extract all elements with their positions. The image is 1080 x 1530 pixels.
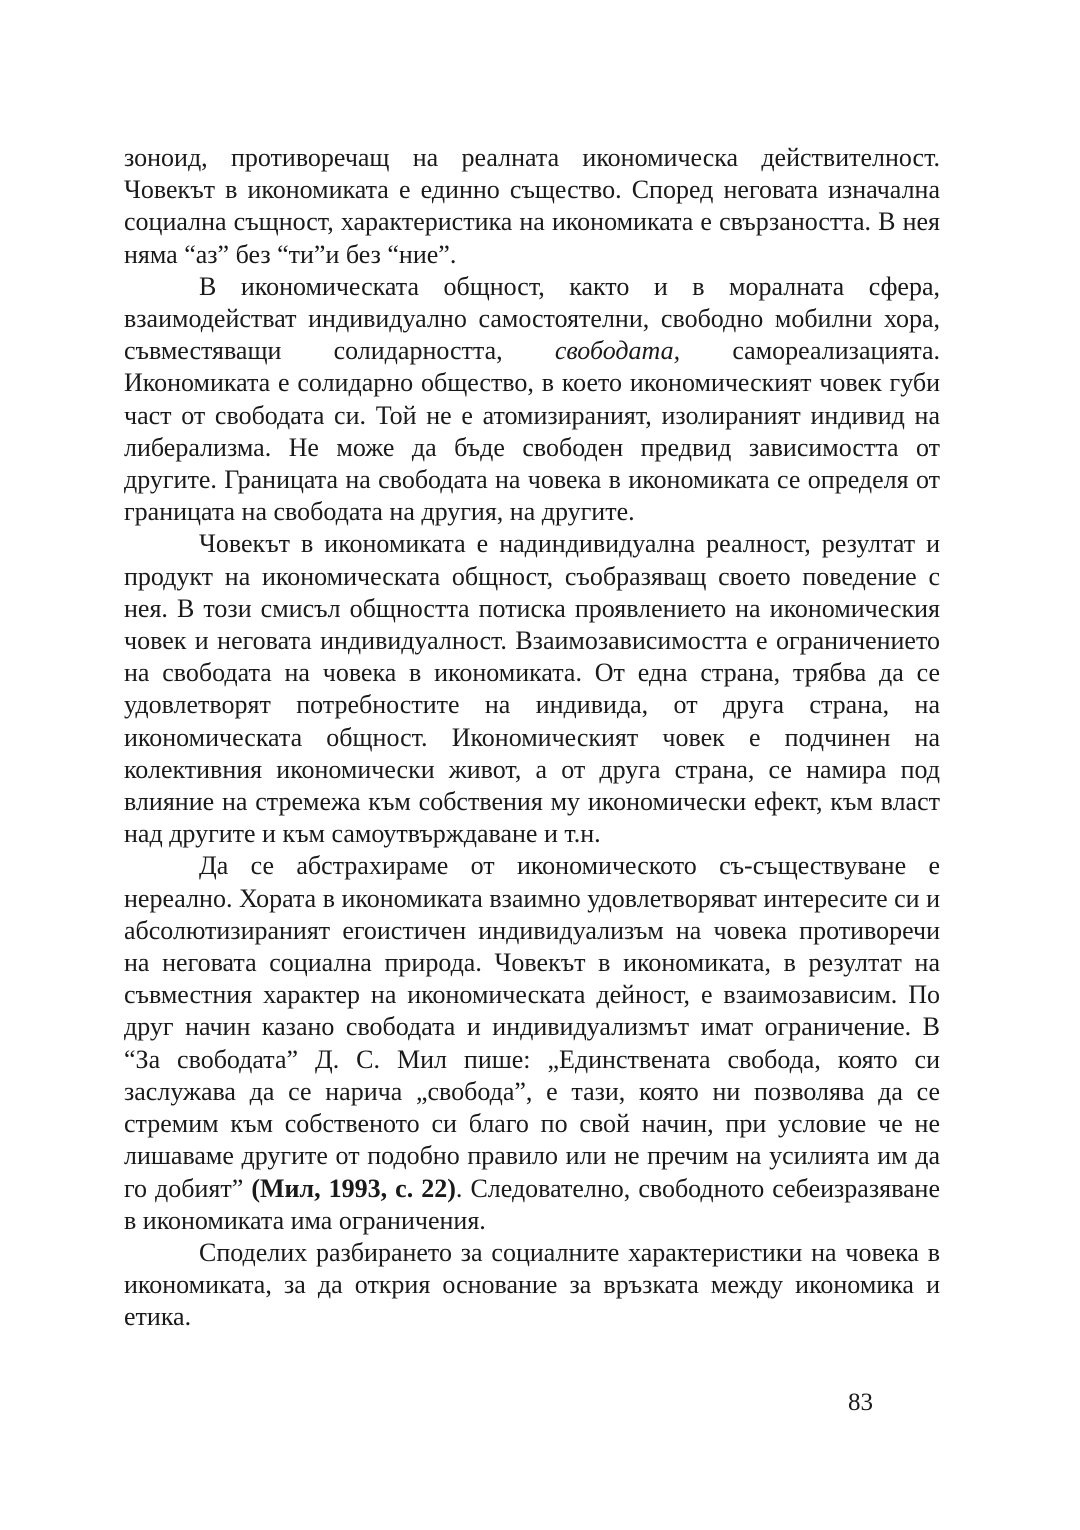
paragraph-4: [124, 850, 940, 1236]
paragraph-4-text-b: . Следователно, свободното себеизразяване в икономиката има ограничения.: [124, 1173, 940, 1235]
page-number: 83: [848, 1389, 873, 1416]
paragraph-4-text-a: Да се абстрахираме от икономическото съ-съществуване е нереално. Хората в икономиката взаимно удовлетворяват интересите си и абсолютизираният егоистичен индивидуализъм на човека противоречи на неговата социална природа. Човекът в икономиката, в резултат на съвместния характер на икономическата дейност, е взаимозависим. По друг начин казано свободата и индивидуализмът имат ограничение. В “За свободата” Д. С. Мил пише: „Единствената свобода, която си заслужава да се нарича „свобода”, е тази, която ни позволява да се стремим към собственото си благо по свой начин, при условие че не лишаваме другите от подобно правило или не пречим на усилията им да го добият”: [124, 851, 940, 1203]
paragraph-2: [124, 271, 940, 529]
paragraph-3-text: Човекът в икономиката е надиндивидуална реалност, резултат и продукт на икономическата общност, съобразяващ своето поведение с нея. В този смисъл общността потиска проявлението на икономическия човек и неговата индивидуалност. Взаимозависимостта е ограничението на свободата на човека в икономиката. От една страна, трябва да се удовлетворят потребностите на индивида, от друга страна, на икономическата общност. Икономическият човек е подчинен на колективния икономически живот, а от друга страна, се намира под влияние на стремежа към собствения му икономически ефект, към власт над другите и към самоутвърждаване и т.н.: [124, 529, 940, 849]
paragraph-5-text: Споделих разбирането за социалните характеристики на човека в икономиката, за да открия основание за връзката между икономика и етика.: [124, 1237, 940, 1332]
paragraph-2-text-a: В икономическата общност, както и в моралната сфера, взаимодействат индивидуално самостоятелни, свободно мобилни хора, съвместяващи солидарността,: [124, 271, 940, 366]
paragraph-2-text-b: самореализацията. Икономиката е солидарно общество, в което икономическият човек губи част от свободата си. Той не е атомизираният, изолираният индивид на либерализма. Не може да бъде свободен предвид зависимостта от другите. Границата на свободата на човека в икономиката се определя от границата на свободата на другия, на другите.: [124, 336, 940, 527]
paragraph-3: [124, 528, 940, 850]
paragraph-1: [124, 142, 940, 271]
paragraph-1-text: зоноид, противоречащ на реалната икономическа действителност. Човекът в икономиката е единно същество. Според неговата изначална социална същност, характеристика на икономиката е свързаността. В нея няма “аз” без “ти”и без “ние”.: [124, 143, 940, 269]
page-text: [124, 142, 940, 1334]
paragraph-5: [124, 1237, 940, 1334]
citation-reference: (Мил, 1993, с. 22): [251, 1173, 456, 1203]
paragraph-2-italic-term: свободата,: [554, 336, 681, 366]
